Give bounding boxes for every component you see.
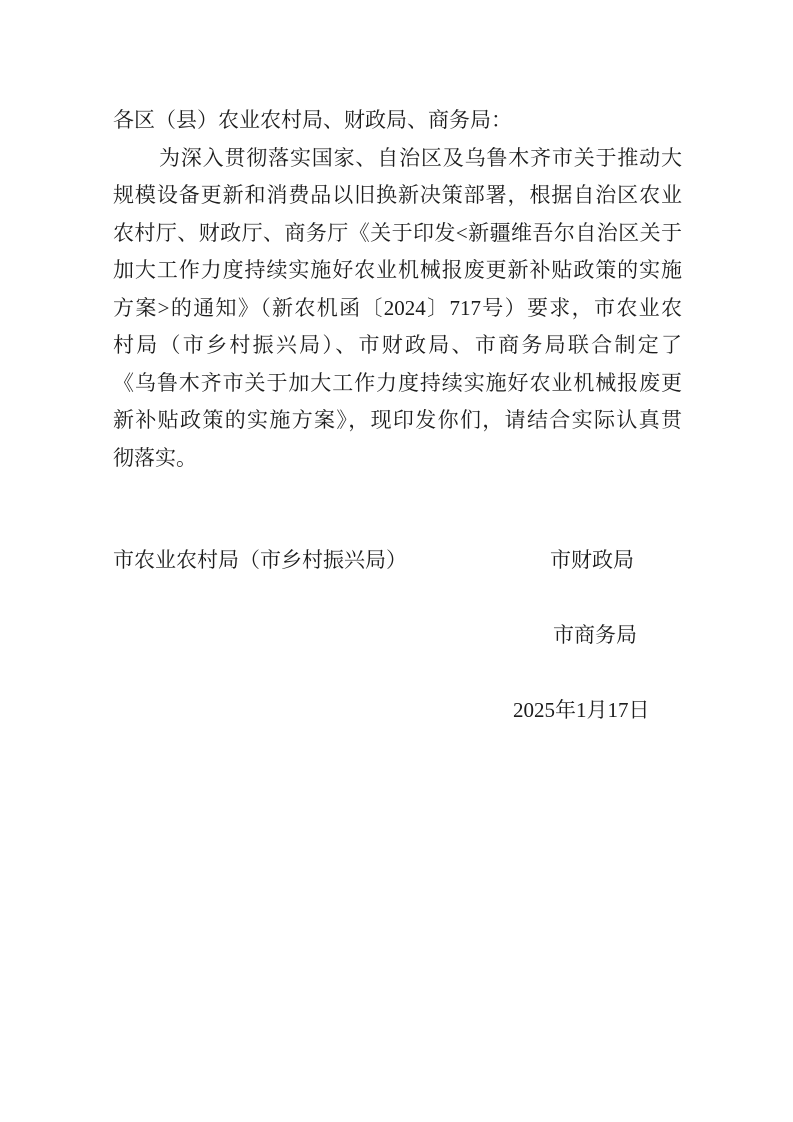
body-line: 村局（市乡村振兴局）、市财政局、市商务局联合制定了 — [113, 333, 682, 357]
document-body — [113, 102, 682, 477]
body-paragraph — [113, 140, 682, 478]
body-line: 方案>的通知》（新农机函〔2024〕717号）要求，市农业农 — [113, 295, 682, 320]
document-date: 2025年1月17日 — [513, 698, 650, 722]
signature-agriculture-bureau: 市农业农村局（市乡村振兴局） — [113, 548, 407, 572]
body-line: 新补贴政策的实施方案》，现印发你们，请结合实际认真贯 — [113, 408, 682, 432]
body-line: 《乌鲁木齐市关于加大工作力度持续实施好农业机械报废更 — [113, 370, 682, 395]
salutation-line: 各区（县）农业农村局、财政局、商务局： — [113, 108, 512, 132]
body-line: 彻落实。 — [113, 445, 197, 470]
body-line: 农村厅、财政厅、商务厅《关于印发<新疆维吾尔自治区关于 — [113, 220, 682, 245]
body-line: 规模设备更新和消费品以旧换新决策部署，根据自治区农业 — [113, 183, 682, 207]
signature-commerce-bureau: 市商务局 — [553, 623, 637, 647]
signature-row — [113, 542, 682, 580]
signature-finance-bureau: 市财政局 — [550, 548, 634, 572]
body-line: 加大工作力度持续实施好农业机械报废更新补贴政策的实施 — [113, 258, 682, 282]
body-line: 为深入贯彻落实国家、自治区及乌鲁木齐市关于推动大 — [159, 145, 682, 170]
